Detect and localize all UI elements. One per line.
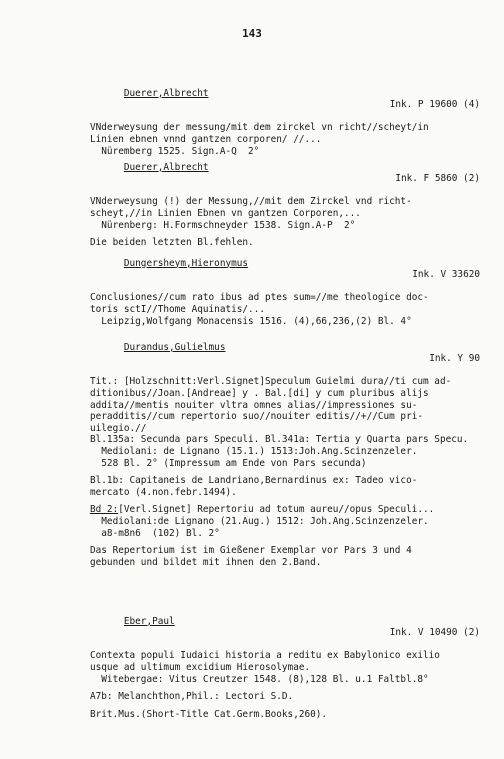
entry-heading: [90, 604, 480, 650]
author-name: Dungersheym,Hieronymus: [123, 257, 249, 269]
entry-line: usque ad ultimum excidium Hierosolymae.: [90, 661, 311, 673]
entry-reference: Brit.Mus.(Short-Title Cat.Germ.Books,260).: [90, 708, 328, 720]
catalog-entry: [90, 150, 480, 249]
entry-line: Mediolani: de Lignano (15.1.) 1513:Joh.Ang.Scinzenzeler.: [90, 445, 418, 457]
volume-line: [90, 504, 480, 516]
catalog-entry: [90, 330, 480, 568]
author-name: Duerer,Albrecht: [123, 161, 209, 173]
entry-note: gebunden und bildet mit ihnen den 2.Band.: [90, 556, 322, 568]
entry-line: Linien ebnen vnnd gantzen corporen/ //...: [90, 133, 322, 145]
entry-line: Conclusiones//cum rato ibus ad ptes sum=//me theologice doc-: [90, 292, 429, 304]
entry-line: uilegio.//: [90, 422, 147, 434]
entry-line: ditionibus//Joan.[Andreae] ƴ . Bal.[di] ƴ cum pluribus alijs: [90, 387, 429, 399]
entry-line: Nüremberg 1525. Sign.A-Q 2°: [90, 145, 260, 157]
volume-text: [Verl.Signet] Repertoriu ad totum aureu//opus Speculi...: [118, 504, 435, 516]
entry-heading: [90, 246, 480, 292]
entry-line: a8-m8n6 (102) Bl. 2°: [90, 527, 220, 539]
catalog-entry: [90, 246, 480, 327]
entry-line: Tit.: [Holzschnitt:Verl.Signet]Speculum Guielmi dura//ti cum ad-: [90, 376, 452, 388]
entry-line: VNderweysung der messung/mit dem zirckel vn richt//scheyt/in: [90, 122, 429, 134]
entry-subnote: Bl.1b: Capitaneis de Landriano,Bernardinus ex: Tadeo vico-: [90, 475, 418, 487]
entry-note: Die beiden letzten Bl.fehlen.: [90, 237, 254, 249]
entry-line: Witebergae: Vitus Creutzer 1548. (8),128 Bl. u.1 Faltbl.8°: [90, 673, 429, 685]
entry-line: peradditis//cum repertorio suo//nouiter editis//+//Cum pri-: [90, 411, 424, 423]
entry-line: Contexta populi Iudaici historia a reditu ex Babylonico exilio: [90, 650, 440, 662]
page-number: 143: [242, 27, 262, 40]
entry-line: scheyt,//in Linien Ebnen vn gantzen Corporen,...: [90, 207, 361, 219]
entry-line: Bl.135a: Secunda pars Speculi. Bl.341a: Tertia ƴ Quarta pars Specu.: [90, 434, 469, 446]
entry-line: toris sctI//Thome Aquinatis/...: [90, 303, 265, 315]
shelf-mark: Ink. P 19600 (4): [389, 99, 480, 111]
entry-line: VNderweysung (!) der Messung,//mit dem Zirckel vnd richt-: [90, 196, 412, 208]
shelf-mark: Ink. F 5860 (2): [395, 173, 480, 185]
catalog-entry: [90, 76, 480, 157]
entry-line: Mediolani:de Lignano (21.Aug.) 1512: Joh.Ang.Scinzenzeler.: [90, 515, 429, 527]
author-name: Duerer,Albrecht: [123, 87, 209, 99]
shelf-mark: Ink. V 33620: [412, 269, 480, 281]
entry-line: Nürenberg: H.Formschneyder 1538. Sign.A-P 2°: [90, 219, 356, 231]
entry-heading: [90, 76, 480, 122]
shelf-mark: Ink. Y 90: [429, 353, 480, 365]
entry-line: addita//mentis nouiter vltra omnes alias//impressiones su-: [90, 399, 418, 411]
author-name: Eber,Paul: [123, 615, 175, 627]
entry-subnote: A7b: Melanchthon,Phil.: Lectori S.D.: [90, 691, 294, 703]
volume-label: Bd 2:: [90, 504, 119, 516]
entry-subnote: mercato (4.non.febr.1494).: [90, 486, 237, 498]
entry-line: 528 Bl. 2° (Impressum am Ende von Pars secunda): [90, 457, 367, 469]
entry-heading: [90, 330, 480, 376]
shelf-mark: Ink. V 10490 (2): [389, 627, 480, 639]
entry-line: Leipzig,Wolfgang Monacensis 1516. (4),66,236,(2) Bl. 4°: [90, 315, 412, 327]
entry-heading: [90, 150, 480, 196]
catalog-entry: [90, 604, 480, 720]
author-name: Durandus,Gulielmus: [123, 341, 226, 353]
entry-note: Das Repertorium ist im Gießener Exemplar vor Pars 3 und 4: [90, 545, 412, 557]
